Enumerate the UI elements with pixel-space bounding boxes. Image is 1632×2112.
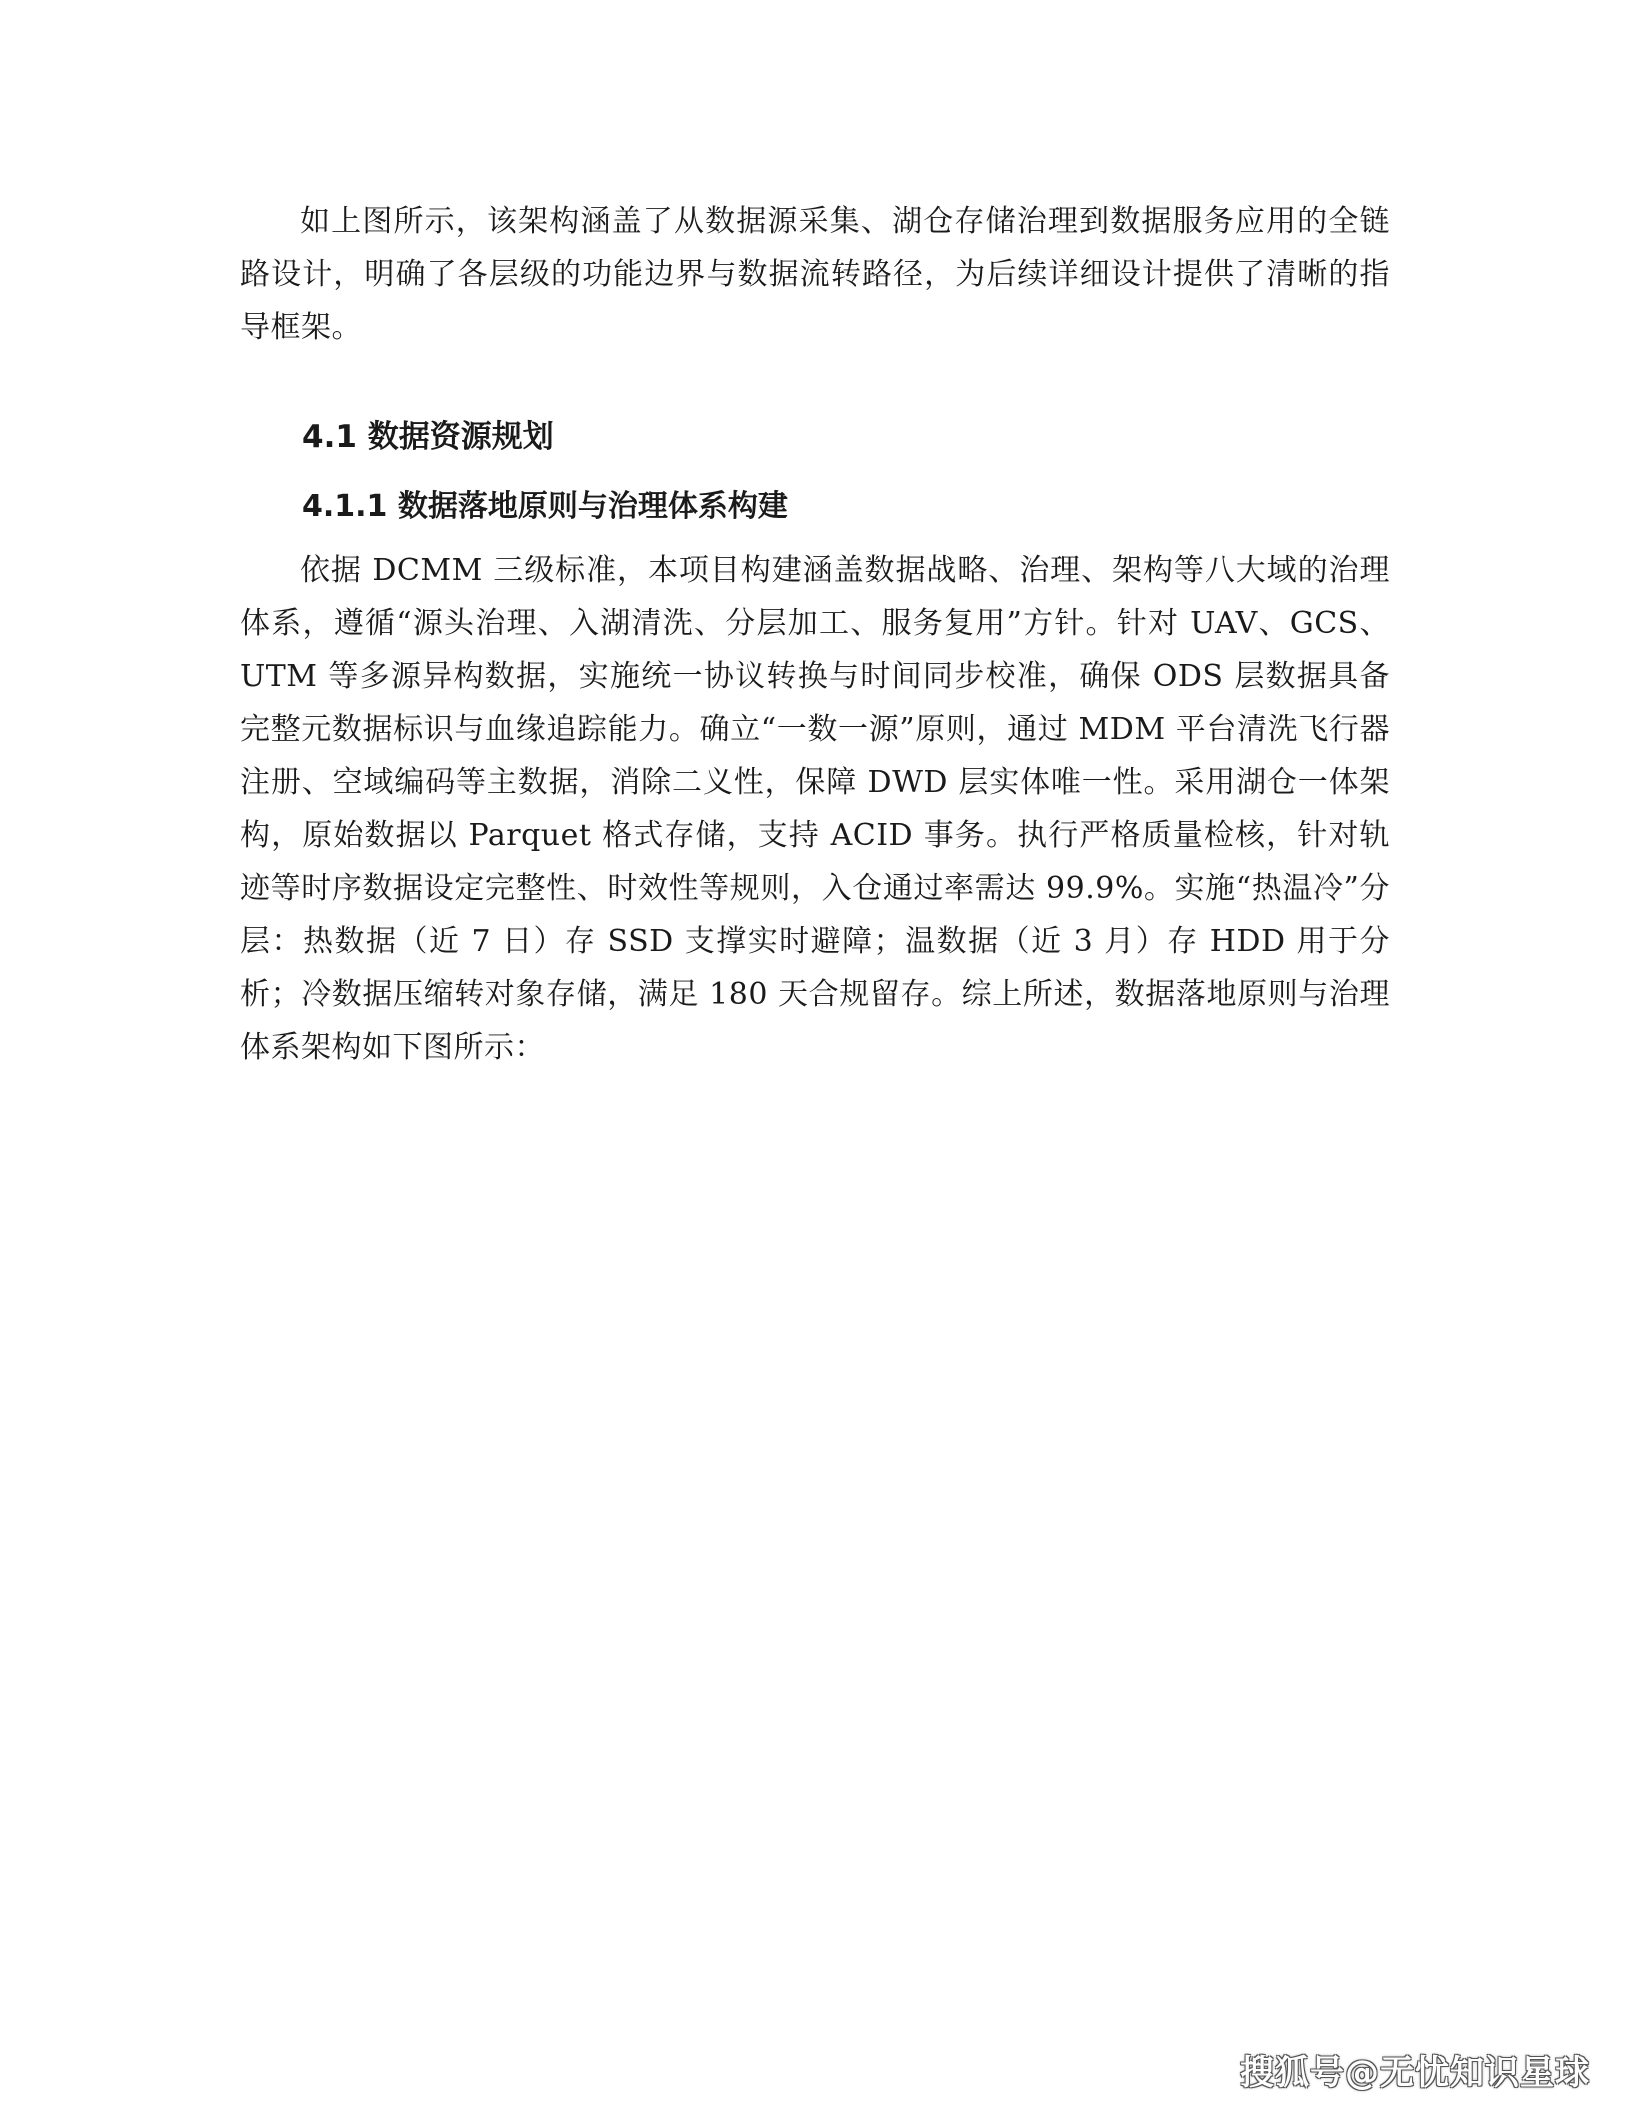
document-content xyxy=(240,195,1390,1074)
section-heading: 4.1 数据资源规划 xyxy=(302,419,554,455)
subsection-heading: 4.1.1 数据落地原则与治理体系构建 xyxy=(302,489,788,524)
body-paragraph: 依据 DCMM 三级标准，本项目构建涵盖数据战略、治理、架构等八大域的治理体系，遵循“源头治理、入湖清洗、分层加工、服务复用”方针。针对 UAV、GCS、UTM 等多源异构数据，实施统一协议转换与时间同步校准，确保 ODS 层数据具备完整元数据标识与血缘追踪能力。确立“一数一源”原则，通过 MDM 平台清洗飞行器注册、空域编码等主数据，消除二义性，保障 DWD 层实体唯一性。采用湖仓一体架构，原始数据以 Parquet 格式存储，支持 ACID 事务。执行严格质量检核，针对轨迹等时序数据设定完整性、时效性等规则，入仓通过率需达 99.9%。实施“热温冷”分层：热数据（近 7 日）存 SSD 支撑实时避障；温数据（近 3 月）存 HDD 用于分析；冷数据压缩转对象存储，满足 180 天合规留存。综上所述，数据落地原则与治理体系架构如下图所示： xyxy=(240,553,1390,1065)
watermark-text: 搜狐号@无忧知识星球 xyxy=(1240,2053,1590,2093)
intro-paragraph: 如上图所示，该架构涵盖了从数据源采集、湖仓存储治理到数据服务应用的全链路设计，明确了各层级的功能边界与数据流转路径，为后续详细设计提供了清晰的指导框架。 xyxy=(240,204,1390,345)
